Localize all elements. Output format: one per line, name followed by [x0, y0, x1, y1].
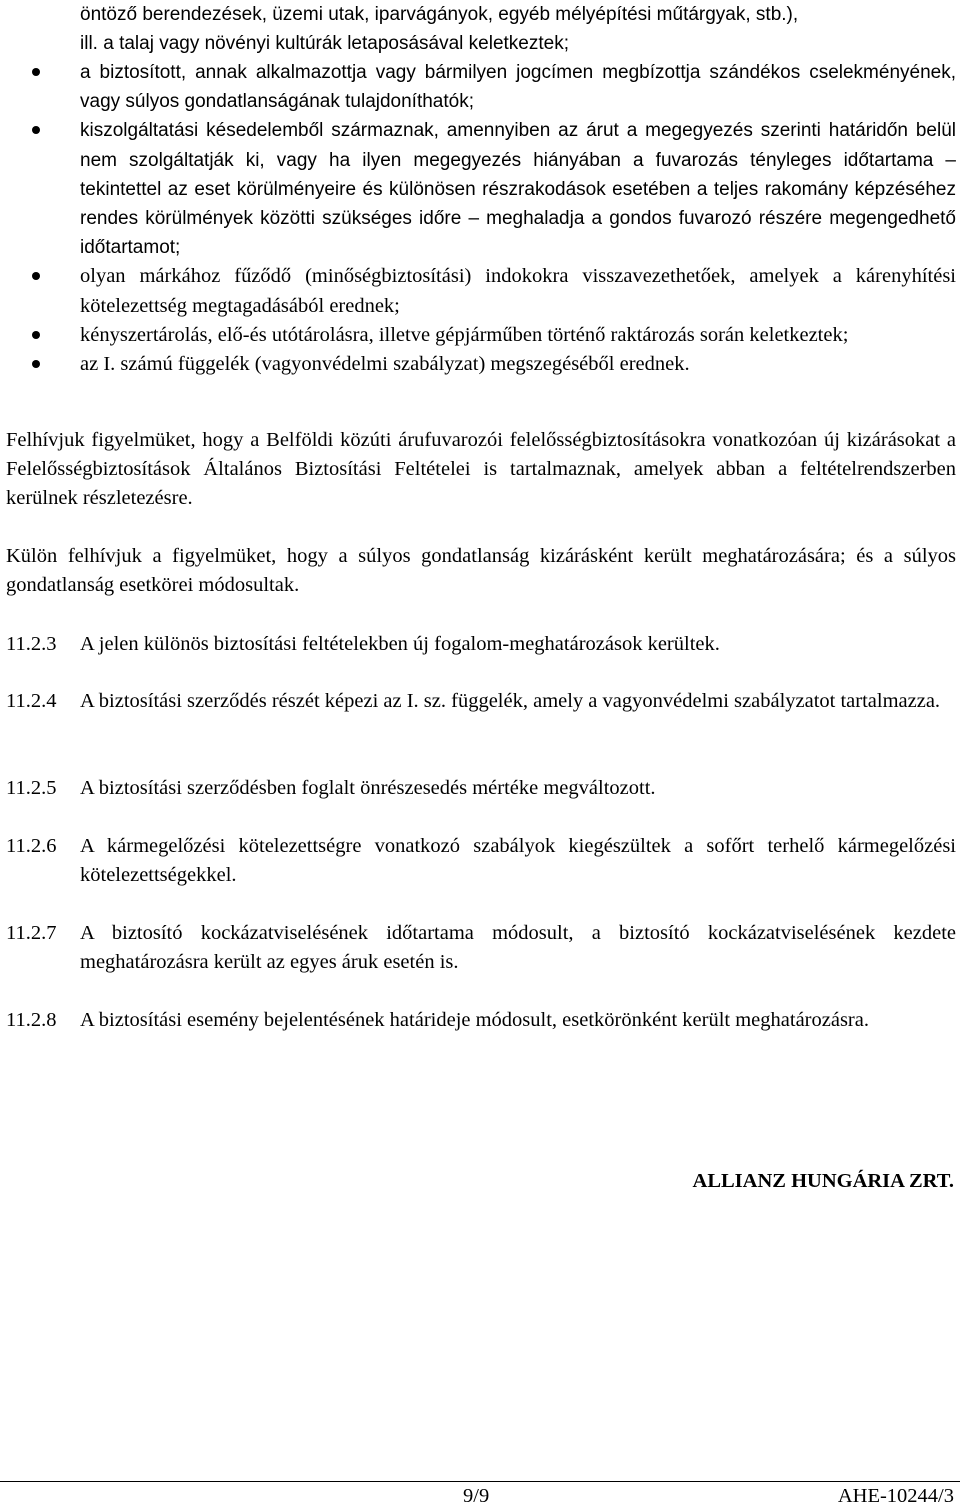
- list-item-text: kiszolgáltatási késedelemből származnak, amennyiben az árut a megegyezés szerinti határidőn belül nem szolgáltatják ki, vagy ha ilyen megegyezés hiányában a fuvarozás tényleges időtartama – tekintettel az eset körülményeire és különösen részrakodások esetében a teljes rakomány képzéséhez rendes körülmények közötti szükséges időre – meghaladja a gondos fuvarozó részére megengedhető időtartamot;: [80, 120, 956, 259]
- continuation-line-1: öntöző berendezések, üzemi utak, iparvágányok, egyéb mélyépítési műtárgyak, stb.),: [80, 4, 799, 25]
- list-item: [0, 58, 956, 116]
- bullet-icon: [32, 360, 40, 368]
- continuation-line-2: ill. a talaj vagy növényi kultúrák letaposásával keletkeztek;: [80, 33, 569, 54]
- bullet-icon: [32, 68, 40, 76]
- section-text: A jelen különös biztosítási feltételekben új fogalom-meghatározások kerültek.: [80, 633, 720, 655]
- list-item-text: a biztosított, annak alkalmazottja vagy bármilyen jogcímen megbízottja szándékos cselekményének, vagy súlyos gondatlanságának tulajdoníthatók;: [80, 62, 956, 113]
- section-text: A biztosítási esemény bejelentésének határideje módosult, esetkörönként került meghatározásra.: [80, 1009, 869, 1031]
- footer-divider: [0, 1481, 960, 1482]
- section-text: A biztosítási szerződés részét képezi az I. sz. függelék, amely a vagyonvédelmi szabályzatot tartalmazza.: [80, 690, 941, 712]
- bullet-icon: [32, 272, 40, 280]
- page-number: 9/9: [463, 1485, 490, 1507]
- section-number: 11.2.7: [6, 922, 57, 944]
- section-number: 11.2.5: [6, 777, 57, 799]
- list-item: [0, 321, 956, 350]
- notice-paragraph-2: Külön felhívjuk a figyelmüket, hogy a súlyos gondatlanság kizárásként került meghatározására; és a súlyos gondatlanság esetkörei módosultak.: [6, 545, 956, 596]
- section-number: 11.2.4: [6, 690, 57, 712]
- exclusion-list: [0, 58, 960, 379]
- section-text: A biztosító kockázatviselésének időtartama módosult, a biztosító kockázatviselésének kezdete meghatározásra került az egyes áruk esetén is.: [80, 922, 956, 973]
- list-item: [0, 262, 956, 320]
- list-item-text: olyan márkához fűződő (minőségbiztosítási) indokokra visszavezethetőek, amelyek a kárenyhítési kötelezettség megtagadásából erednek;: [80, 265, 956, 317]
- section-text: A kármegelőzési kötelezettségre vonatkozó szabályok kiegészültek a sofőrt terhelő kármegelőzési kötelezettségekkel.: [80, 835, 956, 886]
- document-code: AHE-10244/3: [837, 1485, 954, 1507]
- section-number: 11.2.3: [6, 633, 57, 655]
- section-number: 11.2.8: [6, 1009, 57, 1031]
- list-item-text: az I. számú függelék (vagyonvédelmi szabályzat) megszegéséből erednek.: [80, 353, 690, 376]
- list-item: [0, 116, 956, 262]
- section-number: 11.2.6: [6, 835, 57, 857]
- list-item-text: kényszertárolás, elő-és utótárolásra, illetve gépjárműben történő raktározás során keletkeztek;: [80, 323, 849, 346]
- company-name: ALLIANZ HUNGÁRIA ZRT.: [692, 1170, 954, 1192]
- section-text: A biztosítási szerződésben foglalt önrészesedés mértéke megváltozott.: [80, 777, 656, 799]
- bullet-icon: [32, 331, 40, 339]
- notice-paragraph-1: Felhívjuk figyelmüket, hogy a Belföldi közúti árufuvarozói felelősségbiztosításokra vonatkozóan új kizárásokat a Felelősségbiztosítások Általános Biztosítási Feltételei is tartalmaznak, amelyek abban a feltételrendszerben kerülnek részletezésre.: [6, 429, 956, 509]
- list-item: [0, 350, 956, 379]
- bullet-icon: [32, 126, 40, 134]
